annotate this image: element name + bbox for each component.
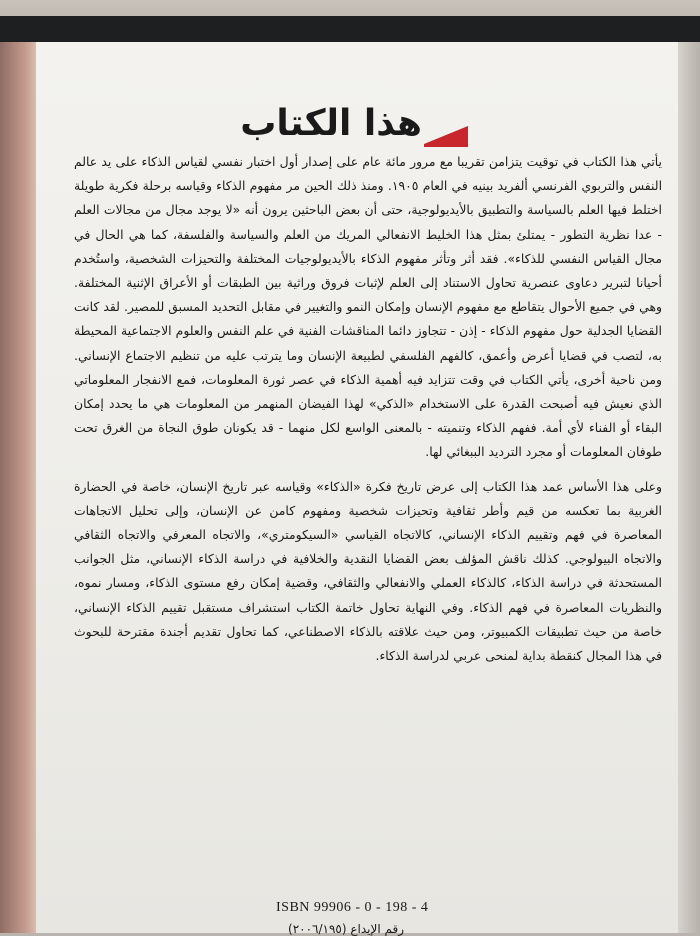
blurb-paragraph-1: يأتي هذا الكتاب في توقيت يتزامن تقريبا مع مرور مائة عام على إصدار أول اختبار نفسي لقياس الذكاء على يد عالم النفس والتربوي الفرنسي ألفريد بينيه في العام ١٩٠٥. ومنذ ذلك الحين مر مفهوم الذكاء وقياسه برحلة فكرية طويلة اختلط فيها العلم بالسياسة والتطبيق بالأيديولوجية، حتى أن بعض الباحثين يرون أنه «لا يوجد مجال من مجالات العلم - عدا نظرية التطور - يمتلئ بمثل هذا الخليط الانفعالي المريك من العلم والسياسة والفلسفة، كما هي الحال في مجال القياس النفسي للذكاء». فقد أثر وتأثر مفهوم الذكاء بالأيديولوجيات المختلفة والتحيزات الشخصية، واستُخدم أحيانا لتبرير دعاوى عنصرية تحاول الاستناد إلى العلم لإثبات فروق وراثية بين الطبقات أو الأعراق الإثنية المختلفة. وهي في جميع الأحوال يتقاطع مع مفهوم الإنسان وإمكان النمو والتغيير في مقابل التحديد المسبق للمصير. لقد كانت القضايا الجدلية حول مفهوم الذكاء - إذن - تتجاوز دائما المناقشات الفنية في علم النفس والعلوم الاجتماعية المحيطة به، لتصب في قضايا أعرض وأعمق، كالفهم الفلسفي لطبيعة الإنسان وما يترتب عليه من تنظيم الاجتماع الإنساني. ومن ناحية أخرى، يأتي الكتاب في وقت تتزايد فيه أهمية الذكاء في عصر ثورة المعلومات، فمع الانفجار المعلوماتي الذي نعيش فيه أصبحت القدرة على الاستخدام «الذكي» لهذا الفيضان المنهمر من المعلومات هي ما يحدد إمكان البقاء أو الفناء لأي أمة. ففهم الذكاء وتنميته - بالمعنى الواسع لكل منهما - قد يكونان طوق النجاة من الغرق تحت طوفان المعلومات أو مجرد الترديد الببغائي لها. (74, 154, 663, 460)
legal-deposit-number: رقم الإيداع (٢٠٠٦/١٩٥) (288, 922, 404, 936)
cover-top-stripe (0, 16, 700, 42)
blurb-paragraph-2: وعلى هذا الأساس عمد هذا الكتاب إلى عرض تاريخ فكرة «الذكاء» وقياسه عبر تاريخ الإنسان، خاصة في الحضارة الغربية بما تعكسه من قيم وأطر ثقافية وتحيزات شخصية ومفهوم كامن عن الإنسان، وإلى تحليل الاتجاهات المعاصرة في فهم وتقييم الذكاء الإنساني، كالاتجاه القياسي «السيكومتري»، والاتجاه المعرفي والاتجاه الثقافي والاتجاه البيولوجي. كذلك ناقش المؤلف بعض القضايا النقدية والخلافية في دراسة الذكاء الإنساني، مثل الجوانب المستحدثة في دراسة الذكاء، كالذكاء العملي والانفعالي والثقافي، وقضية إمكان رفع مستوى الذكاء، ومسار نموه، والنظريات المعاصرة في فهم الذكاء. وفي النهاية تحاول خاتمة الكتاب استشراف مستقبل تقييم الذكاء الإنساني، خاصة من حيث تطبيقات الكمبيوتر، ومن حيث علاقته بالذكاء الاصطناعي، كما تحاول تقديم أجندة مقترحة للبحوث في هذا المجال كنقطة بداية لمنحى عربي لدراسة الذكاء. (74, 478, 662, 664)
heading-title: هذا الكتاب (240, 103, 422, 144)
blurb-text (74, 150, 662, 678)
red-triangle-mark (424, 126, 468, 144)
red-underline-mark (424, 144, 468, 147)
book-spine-edge (0, 42, 36, 933)
page-edge (678, 42, 700, 933)
isbn-number: ISBN 99906 - 0 - 198 - 4 (276, 900, 429, 915)
section-heading (240, 100, 468, 150)
